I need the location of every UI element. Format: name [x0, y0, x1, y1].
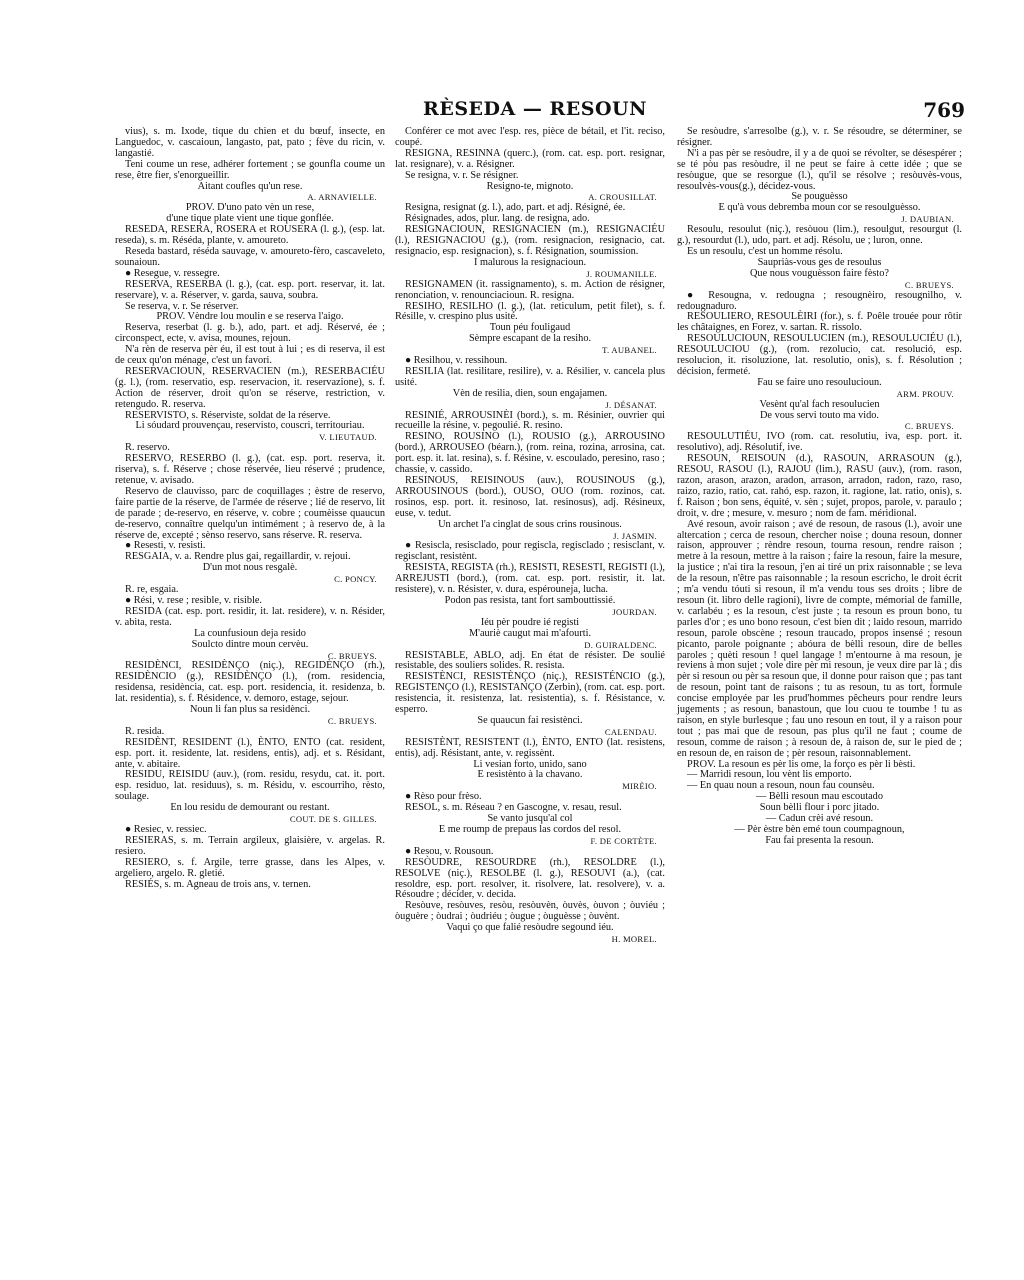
dictionary-entry: RESIHO, RESILHO (l. g.), (lat. reticulum, petit filet), s. f. Résille, v. crespino plus usité.	[395, 300, 665, 323]
quotation-source: H. MOREL.	[611, 934, 657, 945]
quotation-source: CALENDAU.	[604, 726, 657, 737]
quotation-line: En lou residu de demourant ou restant.	[170, 802, 330, 814]
dictionary-entry: RESISTA, REGISTA (rh.), RESISTI, RESESTI, REGISTI (l.), ARREJUSTI (bord.), (rom. cat. esp. port. resistir, it. lat. resistere), v. n. Résister, v. dura, espérouneja, lucha.	[395, 562, 665, 596]
dictionary-entry: RESIDA (cat. esp. port. residir, it. lat. residere), v. n. Résider, v. abita, resta.	[115, 605, 385, 628]
dictionary-entry: R. resida.	[125, 725, 165, 737]
quotation-line: Iéu pèr poudre ié registi	[480, 616, 580, 628]
dictionary-entry: ● Resegue, v. ressegre.	[125, 267, 220, 279]
quotation-line: La counfusioun deja resido	[194, 627, 306, 639]
dictionary-entry: Se resòudre, s'arresolbe (g.), v. r. Se résoudre, se déterminer, se résigner.	[677, 126, 962, 148]
quotation-line: E me roump de prepaus las cordos del resol.	[438, 824, 622, 835]
dictionary-entry: RESISTABLE, ABLO, adj. En état de résister. De soulié resistable, des souliers solides. R. resista.	[395, 649, 665, 672]
column-left	[115, 127, 385, 890]
dictionary-entry: RESIERAS, s. m. Terrain argileux, glaisière, v. argelas. R. resiero.	[115, 834, 385, 857]
quotation-line: Aitant coufles qu'un rese.	[197, 180, 303, 192]
dictionary-entry: RESÒUDRE, RESOURDRE (rh.), RESOLDRE (l.), RESOLVE (niç.), RESOLBE (l. g.), RESOUVI (a.), (cat. resoldre, esp. port. resolver, it. risolvere, lat. resolvere), v. a. Résoudre ; décider, v. decida.	[395, 856, 665, 901]
dictionary-entry: R. reservo.	[125, 442, 170, 454]
dictionary-entry: RESEDA, RESERA, ROSERA et ROUSERA (l. g.), (esp. lat. reseda), s. m. Réséda, plante, v. amoureto.	[115, 224, 385, 247]
quotation-line: Resigno-te, mignoto.	[486, 180, 574, 192]
quotation-source: C. BRUEYS.	[904, 421, 954, 432]
quotation-line: E resistènto à la chavano.	[477, 769, 583, 781]
quotation-line: PROV. D'uno pato vèn un rese,	[185, 202, 315, 214]
dictionary-entry: RESOULIERO, RESOULÈIRI (for.), s. f. Poêle trouée pour rôtir les châtaignes, en Forez, v. sartan. R. rissolo.	[677, 311, 962, 334]
dictionary-entry: ● Rèso pour frèso.	[405, 791, 482, 803]
dictionary-entry: RESIDÈNCI, RESIDÈNÇO (niç.), REGIDÈNÇO (rh.), RESIDÈNCIO (g.), RESIDÈNÇO (l.), (rom. residencia, residensa, residència, cat. esp. port. residencia, it. residenza, b. lat. residentia), s. f. Résidence, v. demoro, estage, sejour.	[115, 660, 385, 705]
dictionary-entry: Es un resoulu, c'est un homme résolu.	[687, 245, 843, 257]
dictionary-entry: RESINIÉ, ARROUSINÈI (bord.), s. m. Résinier, ouvrier qui recueille la résine, v. pegoulié. R. resino.	[395, 409, 665, 432]
quotation-source: D. GUIRALDENC.	[584, 639, 657, 650]
dictionary-entry: Se reserva, v. r. Se réserver.	[125, 300, 239, 312]
dictionary-entry: RESIERO, s. f. Argile, terre grasse, dans les Alpes, v. argeliero, argelo. R. gletié.	[115, 856, 385, 879]
quotation-line: Se quaucun fai resistènci.	[477, 714, 583, 726]
quotation-line: Soulcto dintre moun cervèu.	[191, 638, 309, 650]
quotation-line: Soun bèlli flour i porc jitado.	[759, 802, 880, 814]
dictionary-entry: RESIGNA, RESINNA (querc.), (rom. cat. esp. port. resignar, lat. resignare), v. a. Résigner.	[395, 147, 665, 170]
quotation-source: F. DE CORTÈTE.	[590, 835, 657, 846]
dictionary-entry: Avé resoun, avoir raison ; avé de resoun, de rasous (l.), avoir une altercation ; cerca de resoun, chercher noise ; douna resoun, donner raison, approuver ; rèndre resoun, tourna resoun, rendre raison ; metre à la resoun, mettre à la raison ; faire la resoun, faire la mesure, la justice ; n'ai tira la resoun, j'en ai tiré un prix raisonnable ; se leva de la resoun, n'être pas raisonnable ; la resoun escricho, le droit écrit ; m'a vendu tóuti si resoun, il m'a vendu tous ses droits ; libre de resoun (it. libro delle ragioni), livre de compte, mémorial de famille, v. carlabéu ; es la resoun, c'est juste ; ta resoun es proun bono, tu parles d'or ; es uno bono resoun, c'est bien dit ; laido resoun, marrido resoun, parole obscène ; resoun traucado, propos insensé ; resoun picanto, parole poignante ; abóura de bèlli resoun, dire de belles paroles ; quèti resoun ! quel langage ! m'entourne à ma resoun, je reviens à mon sujet ; vole dire pèr mi resoun, je veux dire par là ; dis pèr si resoun ou pèr sa resoun que, il donne pour raison que ; pas tant de resoun, point tant de raisons ; tu as resoun, tu as tort, formule concise employée par les prud'hommes pêcheurs pour rendre leurs jugements ; as resoun, banastoun, que lou cuou te toumbe ! tu as raison, en style burlesque ; fau uno resoun en tout, il y a raison pour tout ; pas mai que de resoun, pas plus qu'il ne faut ; coume de resoun, comme de raison ; à resoun de, à raison de, sur le pied de ; en resoun de, en raison de ; pèr resoun, raisonnablement.	[677, 518, 962, 759]
quotation-line: Fau fai presenta la resoun.	[765, 834, 874, 846]
quotation-line: Vèn de resilia, dien, soun engajamen.	[452, 387, 608, 399]
dictionary-entry: Reservo de clauvisso, parc de coquillages ; èstre de reservo, faire partie de la réserve, de l'armée de réserve ; lié de reservo, lit de parade ; de-reservo, en réserve, v. cobre ; coumèisse quaucun de-reservo, connaître quelqu'un intimément ; à reservo de, à la réserve de, excepté ; sènso reservo, sans réserve. R. reserva.	[115, 485, 385, 541]
dictionary-entry: RESERVO, RESERBO (l. g.), (cat. esp. port. reserva, it. riserva), s. f. Réserve ; chose réservée, lieu réservé ; prudence, retenue, v. avisado.	[115, 453, 385, 486]
dictionary-entry: Resoulu, resoulut (niç.), resòuou (lim.), resoulgut, resourgut (l. g.), resourdut (l.), udo, part. et adj. Résolu, ue ; luron, onne.	[677, 224, 962, 247]
dictionary-entry: PROV. La resoun es pèr lis ome, la forço es pèr li bèsti.	[687, 758, 916, 770]
quotation-line: Li sóudard prouvençau, reservisto, couscri, territouriau.	[135, 420, 365, 432]
quotation-line: De vous servi touto ma vido.	[760, 409, 879, 421]
dictionary-entry: RESISTÈNT, RESISTENT (l.), ÈNTO, ENTO (lat. resistens, entis), adj. Résistant, ante, v. regissènt.	[395, 736, 665, 759]
quotation-line: Sèmpre escapant de la resiho.	[468, 333, 592, 345]
quotation-line: PROV. Vèndre lou moulin e se reserva l'aigo.	[156, 311, 344, 323]
dictionary-entry: RESOULUTIÉU, IVO (rom. cat. resolutiu, iva, esp. port. it. resolutivo), adj. Résolutif, ive.	[677, 431, 962, 454]
quotation-source: A. ARNAVIELLE.	[307, 192, 377, 203]
dictionary-entry: N'i a pas pèr se resòudre, il y a de quoi se révolter, se désespérer ; se té pòu pas resòudre, il ne peut se faire à cette idée ; que se resòugue, que se resorgue (l.), qu'il se résolve ; resòuvès-vous, resoulvès-vous(g.), décidez-vous.	[677, 147, 962, 192]
dictionary-entry: RESERVISTO, s. Réserviste, soldat de la réserve.	[125, 409, 331, 421]
dictionary-entry: Reserva, reserbat (l. g. b.), ado, part. et adj. Réservé, ée ; circonspect, ecte, v. avisa, mounes, rejoun.	[115, 322, 385, 345]
dictionary-entry: Resòuve, resòuves, resòu, resòuvèn, òuvès, òuvon ; òuviéu ; òuguère ; òudrai ; òudriéu ; òugue ; òuguèsse ; òuvènt.	[395, 900, 665, 923]
page-number: 769	[923, 98, 965, 122]
dictionary-entry: — Marrìdi resoun, lou vènt lis emporto.	[687, 769, 852, 781]
dictionary-entry: RESIDU, REISIDU (auv.), (rom. residu, resydu, cat. it. port. esp. residuo, lat. residuus), s. m. Résidu, v. escourriho, rèsto, soulage.	[115, 769, 385, 803]
quotation-source: J. DÉSANAT.	[605, 399, 657, 410]
quotation-source: J. JASMIN.	[613, 530, 657, 541]
quotation-line: — Pèr èstre bèn emé toun coumpagnoun,	[734, 824, 905, 835]
quotation-line: E qu'à vous debremba moun cor se resoulguèsso.	[718, 202, 921, 214]
dictionary-entry: ● Resou, v. Rousoun.	[405, 845, 494, 857]
quotation-source: C. PONCY.	[334, 574, 377, 585]
quotation-source: C. BRUEYS.	[327, 715, 377, 726]
column-middle	[395, 127, 665, 945]
dictionary-entry: R. re, esgaia.	[125, 584, 179, 596]
dictionary-entry: Teni coume un rese, adhérer fortement ; se gounfla coume un rese, être fier, s'enorgueillir.	[115, 158, 385, 181]
dictionary-entry: RESILIA (lat. resilitare, resilire), v. a. Résilier, v. cancela plus usité.	[395, 365, 665, 388]
dictionary-entry: RESINOUS, REISINOUS (auv.), ROUSINOUS (g.), ARROUSINOUS (bord.), OUSO, OUO (rom. rozinos, cat. rosinos, esp. port. it. resinoso, lat. resinosus), adj. Résineux, euse, v. tedut.	[395, 475, 665, 519]
dictionary-entry: Resigna, resignat (g. l.), ado, part. et adj. Résigné, ée.	[405, 202, 626, 214]
dictionary-entry: RESERVA, RESERBA (l. g.), (cat. esp. port. reservar, it. lat. reservare), v. a. Réserver, v. garda, sauva, soubra.	[115, 278, 385, 301]
quotation-source: JOURDAN.	[612, 606, 657, 617]
dictionary-entry: RESOL, s. m. Réseau ? en Gascogne, v. resau, resul.	[405, 802, 622, 814]
dictionary-entry: RESIGNAMEN (it. rassignamento), s. m. Action de résigner, renonciation, v. renounciacioun. R. resigna.	[395, 278, 665, 301]
quotation-line: Toun péu fouligaud	[489, 322, 571, 334]
quotation-source: T. AUBANEL.	[602, 345, 657, 356]
dictionary-entry: N'a rèn de reserva pèr éu, il est tout à lui ; es di reserva, il est de ceux qu'on ménage, c'est un favori.	[115, 344, 385, 367]
quotation-line: Podon pas resista, tant fort sambouttissié.	[444, 594, 616, 606]
quotation-line: Un archet l'a cinglat de sous crins rousinous.	[438, 518, 622, 530]
dictionary-entry: RESIÉS, s. m. Agneau de trois ans, v. ternen.	[125, 878, 311, 890]
dictionary-entry: RESINO, ROUSINO (l.), ROUSIO (g.), ARROUSINO (bord.), ARROUSEO (béarn.), (rom. reina, rozina, arrosina, cat. port. esp. it. lat. resina), s. f. Résine, v. escoulado, peresino, raso ; chassie, v. cassido.	[395, 431, 665, 476]
quotation-source: A. CROUSILLAT.	[588, 192, 657, 203]
quotation-line: D'un mot nous resgalè.	[202, 562, 298, 574]
dictionary-entry: Se resigna, v. r. Se résigner.	[405, 169, 519, 181]
dictionary-entry: ● Resilhou, v. ressihoun.	[405, 355, 508, 367]
dictionary-entry: RESISTÈNCI, RESISTÈNÇO (niç.), RESISTÉNCIO (g.), REGISTENÇO (l.), RESISTANÇO (Zerbin), (rom. cat. esp. port. resistencia, it. resistenza, lat. resistentia), s. f. Résistance, v. esperro.	[395, 671, 665, 716]
quotation-source: V. LIEUTAUD.	[319, 432, 377, 443]
quotation-line: Se pouguèsso	[791, 191, 848, 203]
dictionary-entry: RESIGNACIOUN, RESIGNACIEN (m.), RESIGNACIÉU (l.), RESIGNACIOU (g.), (rom. resignacion, resignacio, cat. resignacio, esp. resignacion), s. f. Résignation, soumission.	[395, 224, 665, 257]
quotation-source: C. BRUEYS.	[327, 650, 377, 661]
quotation-source: ARM. PROUV.	[896, 388, 954, 399]
quotation-line: Fau se faire uno resoulucioun.	[757, 376, 882, 388]
dictionary-entry: RESOULUCIOUN, RESOULUCIEN (m.), RESOULUCIÉU (l.), RESOULUCIOU (g.), (rom. rezolucio, cat. resolució, esp. resolucion, it. risoluzione, lat. resolutio, onis), s. f. Résolution ; décision, fermeté.	[677, 333, 962, 377]
dictionary-entry: ● Resesti, v. resisti.	[125, 540, 206, 552]
dictionary-entry: ● Rési, v. rese ; resible, v. risible.	[125, 594, 262, 606]
quotation-line: Li vesian forto, unido, sano	[473, 758, 587, 770]
quotation-source: COUT. DE S. GILLES.	[289, 814, 377, 825]
dictionary-entry: ● Resiscla, resisclado, pour regiscla, regisclado ; resisclant, v. regisclant, resistènt.	[395, 540, 665, 563]
quotation-line: Saupriàs-vous ges de resoulus	[757, 256, 882, 268]
running-title: RÈSEDA — RESOUN	[423, 98, 647, 120]
dictionary-entry: ● Resougna, v. redougna ; resougnèiro, resougnilho, v. redougnaduro.	[677, 289, 962, 312]
dictionary-entry: Conférer ce mot avec l'esp. res, pièce de bétail, et l'it. reciso, coupé.	[395, 126, 665, 148]
column-right	[677, 127, 962, 847]
quotation-line: Se vanto jusqu'al col	[487, 813, 573, 825]
quotation-source: J. DAUBIAN.	[901, 214, 954, 225]
quotation-source: MIRÈIO.	[622, 781, 657, 792]
quotation-line: M'auriè caugut mai m'afourti.	[468, 627, 592, 639]
quotation-line: I malurous la resignacioun.	[473, 256, 587, 268]
dictionary-entry: RESERVACIOUN, RESERVACIEN (m.), RESERBACIÉU (g. l.), (rom. reservatio, esp. reservacion, it. reservazione), s. f. Action de réserver, droit qu'on se réserve, restriction, v. retengudo. R. reserva.	[115, 365, 385, 410]
dictionary-entry: Reseda bastard, réséda sauvage, v. amoureto-fèro, cascaveleto, sounaioun.	[115, 245, 385, 268]
dictionary-entry: ● Resiec, v. ressiec.	[125, 824, 207, 835]
dictionary-entry: Résignades, ados, plur. lang. de resigna, ado.	[405, 213, 590, 225]
dictionary-entry: RESGAIA, v. a. Rendre plus gai, regaillardir, v. rejoui.	[125, 551, 351, 563]
quotation-source: C. BRUEYS.	[904, 279, 954, 290]
quotation-source: J. ROUMANILLE.	[586, 268, 657, 279]
dictionary-entry: — En quau noun a resoun, noun fau counsèu.	[687, 780, 875, 792]
dictionary-entry: RESOUN, REISOUN (d.), RASOUN, ARRASOUN (g.), RESOU, RASOU (l.), RAJOU (lim.), RASU (auv.), (rom. rason, razon, arason, arazon, aradon, arrason, arradon, radon, razo, raso, raizo, razio, ratio, cat. rahó, esp. razon, it. ragione, lat. ratio, onis), s. f. Raison ; bon sens, équité, v. sèn ; sujet, propos, parole, v. paraulo ; droit, v. dre ; mesure, v. mesuro ; nom de fam. méridional.	[677, 453, 962, 519]
quotation-line: Noun li fan plus sa residènci.	[189, 704, 311, 716]
dictionary-entry: RESIDÈNT, RESIDENT (l.), ÈNTO, ENTO (cat. resident, esp. port. it. residente, lat. residens, entis), adj. et s. Résidant, ante, v. abitaire.	[115, 736, 385, 770]
quotation-line: Que nous vouguèsson faire fèsto?	[750, 267, 889, 279]
page-header	[105, 98, 965, 124]
quotation-line: Vaqui ço que falié resòudre segound iéu.	[446, 922, 614, 934]
dictionary-entry: vius), s. m. Ixode, tique du chien et du bœuf, insecte, en Languedoc, v. cascaioun, langasto, pat, pato ; fève du ricin, v. langastié.	[115, 126, 385, 159]
quotation-line: — Cadun crèi avé resoun.	[765, 813, 874, 825]
quotation-line: Vesènt qu'al fach resoulucien	[759, 398, 880, 410]
quotation-line: d'une tique plate vient une tique gonflée.	[166, 213, 334, 225]
quotation-line: — Bèlli resoun mau escoutado	[756, 791, 883, 803]
